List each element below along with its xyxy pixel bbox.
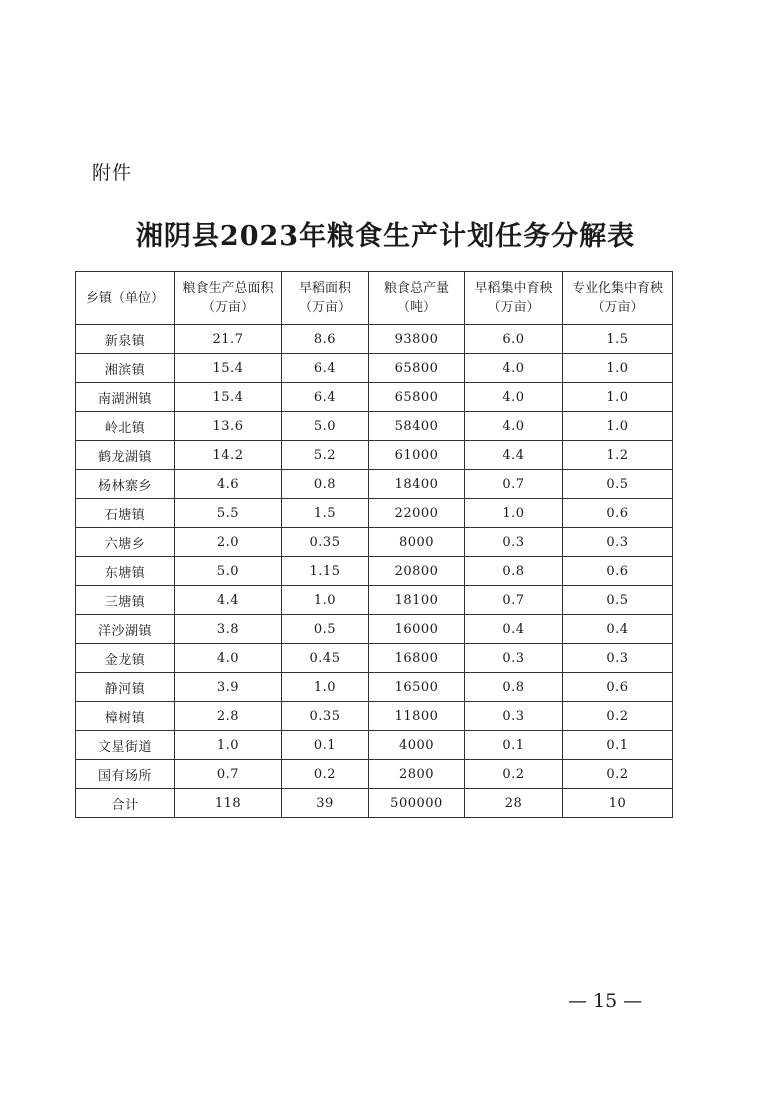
column-header-line2: （万亩）: [298, 300, 351, 315]
table-cell: 0.35: [282, 702, 369, 731]
table-cell: 8.6: [282, 325, 369, 354]
table-cell: 2.0: [175, 528, 282, 557]
table-cell: 0.4: [563, 615, 673, 644]
column-header-line1: 早稻面积: [298, 281, 351, 296]
table-row: [76, 528, 673, 557]
row-township-cell: 杨林寨乡: [76, 470, 175, 499]
table-cell: 4.4: [465, 441, 563, 470]
table-cell: 65800: [369, 354, 465, 383]
column-header-line2: （万亩）: [591, 300, 644, 315]
table-cell: 3.8: [175, 615, 282, 644]
table-cell: 5.0: [175, 557, 282, 586]
column-header: [76, 272, 175, 325]
table-cell: 0.3: [563, 528, 673, 557]
table-cell: 13.6: [175, 412, 282, 441]
table-cell: 1.15: [282, 557, 369, 586]
table-cell: 18100: [369, 586, 465, 615]
table-cell: 15.4: [175, 383, 282, 412]
table-cell: 1.0: [175, 731, 282, 760]
table-cell: 18400: [369, 470, 465, 499]
table-cell: 0.4: [465, 615, 563, 644]
table-cell: 4.0: [465, 354, 563, 383]
table-row: [76, 557, 673, 586]
row-township-cell: 合计: [76, 789, 175, 818]
column-header: [563, 272, 673, 325]
table-cell: 14.2: [175, 441, 282, 470]
row-township-cell: 文星街道: [76, 731, 175, 760]
table-cell: 4.0: [465, 412, 563, 441]
table-cell: 61000: [369, 441, 465, 470]
table-cell: 2.8: [175, 702, 282, 731]
document-title: 湘阴县2023年粮食生产计划任务分解表: [135, 221, 636, 252]
table-cell: 1.0: [563, 383, 673, 412]
table-cell: 0.2: [563, 760, 673, 789]
row-township-cell: 国有场所: [76, 760, 175, 789]
table-row: [76, 383, 673, 412]
table-cell: 5.5: [175, 499, 282, 528]
table-row: [76, 702, 673, 731]
table-cell: 8000: [369, 528, 465, 557]
table-row: [76, 731, 673, 760]
table-cell: 0.8: [282, 470, 369, 499]
row-township-cell: 石塘镇: [76, 499, 175, 528]
row-township-cell: 金龙镇: [76, 644, 175, 673]
table-cell: 28: [465, 789, 563, 818]
row-township-cell: 岭北镇: [76, 412, 175, 441]
column-header: [175, 272, 282, 325]
table-cell: 1.0: [563, 412, 673, 441]
table-cell: 0.7: [175, 760, 282, 789]
table-cell: 0.5: [563, 470, 673, 499]
table-cell: 1.0: [465, 499, 563, 528]
table-cell: 500000: [369, 789, 465, 818]
table-cell: 2800: [369, 760, 465, 789]
table-row: [76, 470, 673, 499]
column-header-line2: （吨）: [396, 300, 436, 315]
column-header-line2: （万亩）: [487, 300, 540, 315]
table-cell: 0.6: [563, 673, 673, 702]
table-row: [76, 586, 673, 615]
table-cell: 22000: [369, 499, 465, 528]
table-cell: 0.6: [563, 557, 673, 586]
table-cell: 6.4: [282, 383, 369, 412]
table-cell: 0.1: [465, 731, 563, 760]
row-township-cell: 新泉镇: [76, 325, 175, 354]
column-header-line1: 专业化集中育秧: [571, 281, 663, 296]
table-cell: 0.5: [563, 586, 673, 615]
row-township-cell: 六塘乡: [76, 528, 175, 557]
table-cell: 1.5: [563, 325, 673, 354]
table-cell: 118: [175, 789, 282, 818]
row-township-cell: 三塘镇: [76, 586, 175, 615]
column-header-line2: （万亩）: [201, 300, 254, 315]
table-cell: 3.9: [175, 673, 282, 702]
table-cell: 0.45: [282, 644, 369, 673]
table-cell: 0.7: [465, 586, 563, 615]
table-cell: 0.3: [465, 528, 563, 557]
table-cell: 4.0: [175, 644, 282, 673]
column-header-line1: 粮食总产量: [383, 281, 449, 296]
table-cell: 4.6: [175, 470, 282, 499]
table-cell: 1.2: [563, 441, 673, 470]
table-cell: 1.5: [282, 499, 369, 528]
table-row: [76, 615, 673, 644]
table-cell: 39: [282, 789, 369, 818]
table-cell: 0.35: [282, 528, 369, 557]
row-township-cell: 湘滨镇: [76, 354, 175, 383]
column-header: [282, 272, 369, 325]
table-cell: 1.0: [282, 586, 369, 615]
table-cell: 0.3: [563, 644, 673, 673]
table-cell: 16800: [369, 644, 465, 673]
table-cell: 4.4: [175, 586, 282, 615]
table-cell: 6.0: [465, 325, 563, 354]
table-cell: 5.0: [282, 412, 369, 441]
table-header-row: [76, 272, 673, 325]
table-row: [76, 441, 673, 470]
table-cell: 4.0: [465, 383, 563, 412]
row-township-cell: 南湖洲镇: [76, 383, 175, 412]
table-cell: 20800: [369, 557, 465, 586]
table-cell: 0.8: [465, 557, 563, 586]
table-cell: 10: [563, 789, 673, 818]
table-cell: 16500: [369, 673, 465, 702]
page-number: — 15 —: [568, 990, 643, 1012]
table-cell: 1.0: [563, 354, 673, 383]
column-header: [465, 272, 563, 325]
row-township-cell: 静河镇: [76, 673, 175, 702]
table-cell: 0.6: [563, 499, 673, 528]
table-cell: 6.4: [282, 354, 369, 383]
table-cell: 0.2: [563, 702, 673, 731]
row-township-cell: 樟树镇: [76, 702, 175, 731]
table-cell: 1.0: [282, 673, 369, 702]
table-cell: 16000: [369, 615, 465, 644]
table-cell: 58400: [369, 412, 465, 441]
table-row: [76, 789, 673, 818]
table-cell: 15.4: [175, 354, 282, 383]
table-row: [76, 354, 673, 383]
table-cell: 0.3: [465, 644, 563, 673]
table-row: [76, 412, 673, 441]
column-header-line1: 早稻集中育秧: [474, 281, 553, 296]
table-cell: 0.5: [282, 615, 369, 644]
table-row: [76, 673, 673, 702]
table-row: [76, 325, 673, 354]
column-header: [369, 272, 465, 325]
table-cell: 65800: [369, 383, 465, 412]
table-cell: 0.8: [465, 673, 563, 702]
table-cell: 93800: [369, 325, 465, 354]
table-cell: 0.7: [465, 470, 563, 499]
column-header-line1: 乡镇（单位）: [85, 290, 164, 306]
row-township-cell: 鹤龙湖镇: [76, 441, 175, 470]
table-cell: 0.2: [465, 760, 563, 789]
table-body: [76, 325, 673, 818]
table-cell: 11800: [369, 702, 465, 731]
row-township-cell: 洋沙湖镇: [76, 615, 175, 644]
grain-plan-table: [75, 271, 673, 818]
attachment-label: 附件: [92, 162, 133, 184]
table-cell: 0.3: [465, 702, 563, 731]
table-row: [76, 760, 673, 789]
table-cell: 0.1: [282, 731, 369, 760]
table-cell: 21.7: [175, 325, 282, 354]
table-cell: 0.1: [563, 731, 673, 760]
table-cell: 4000: [369, 731, 465, 760]
column-header-line1: 粮食生产总面积: [182, 281, 274, 296]
row-township-cell: 东塘镇: [76, 557, 175, 586]
table-row: [76, 644, 673, 673]
table-cell: 5.2: [282, 441, 369, 470]
table-row: [76, 499, 673, 528]
table-cell: 0.2: [282, 760, 369, 789]
